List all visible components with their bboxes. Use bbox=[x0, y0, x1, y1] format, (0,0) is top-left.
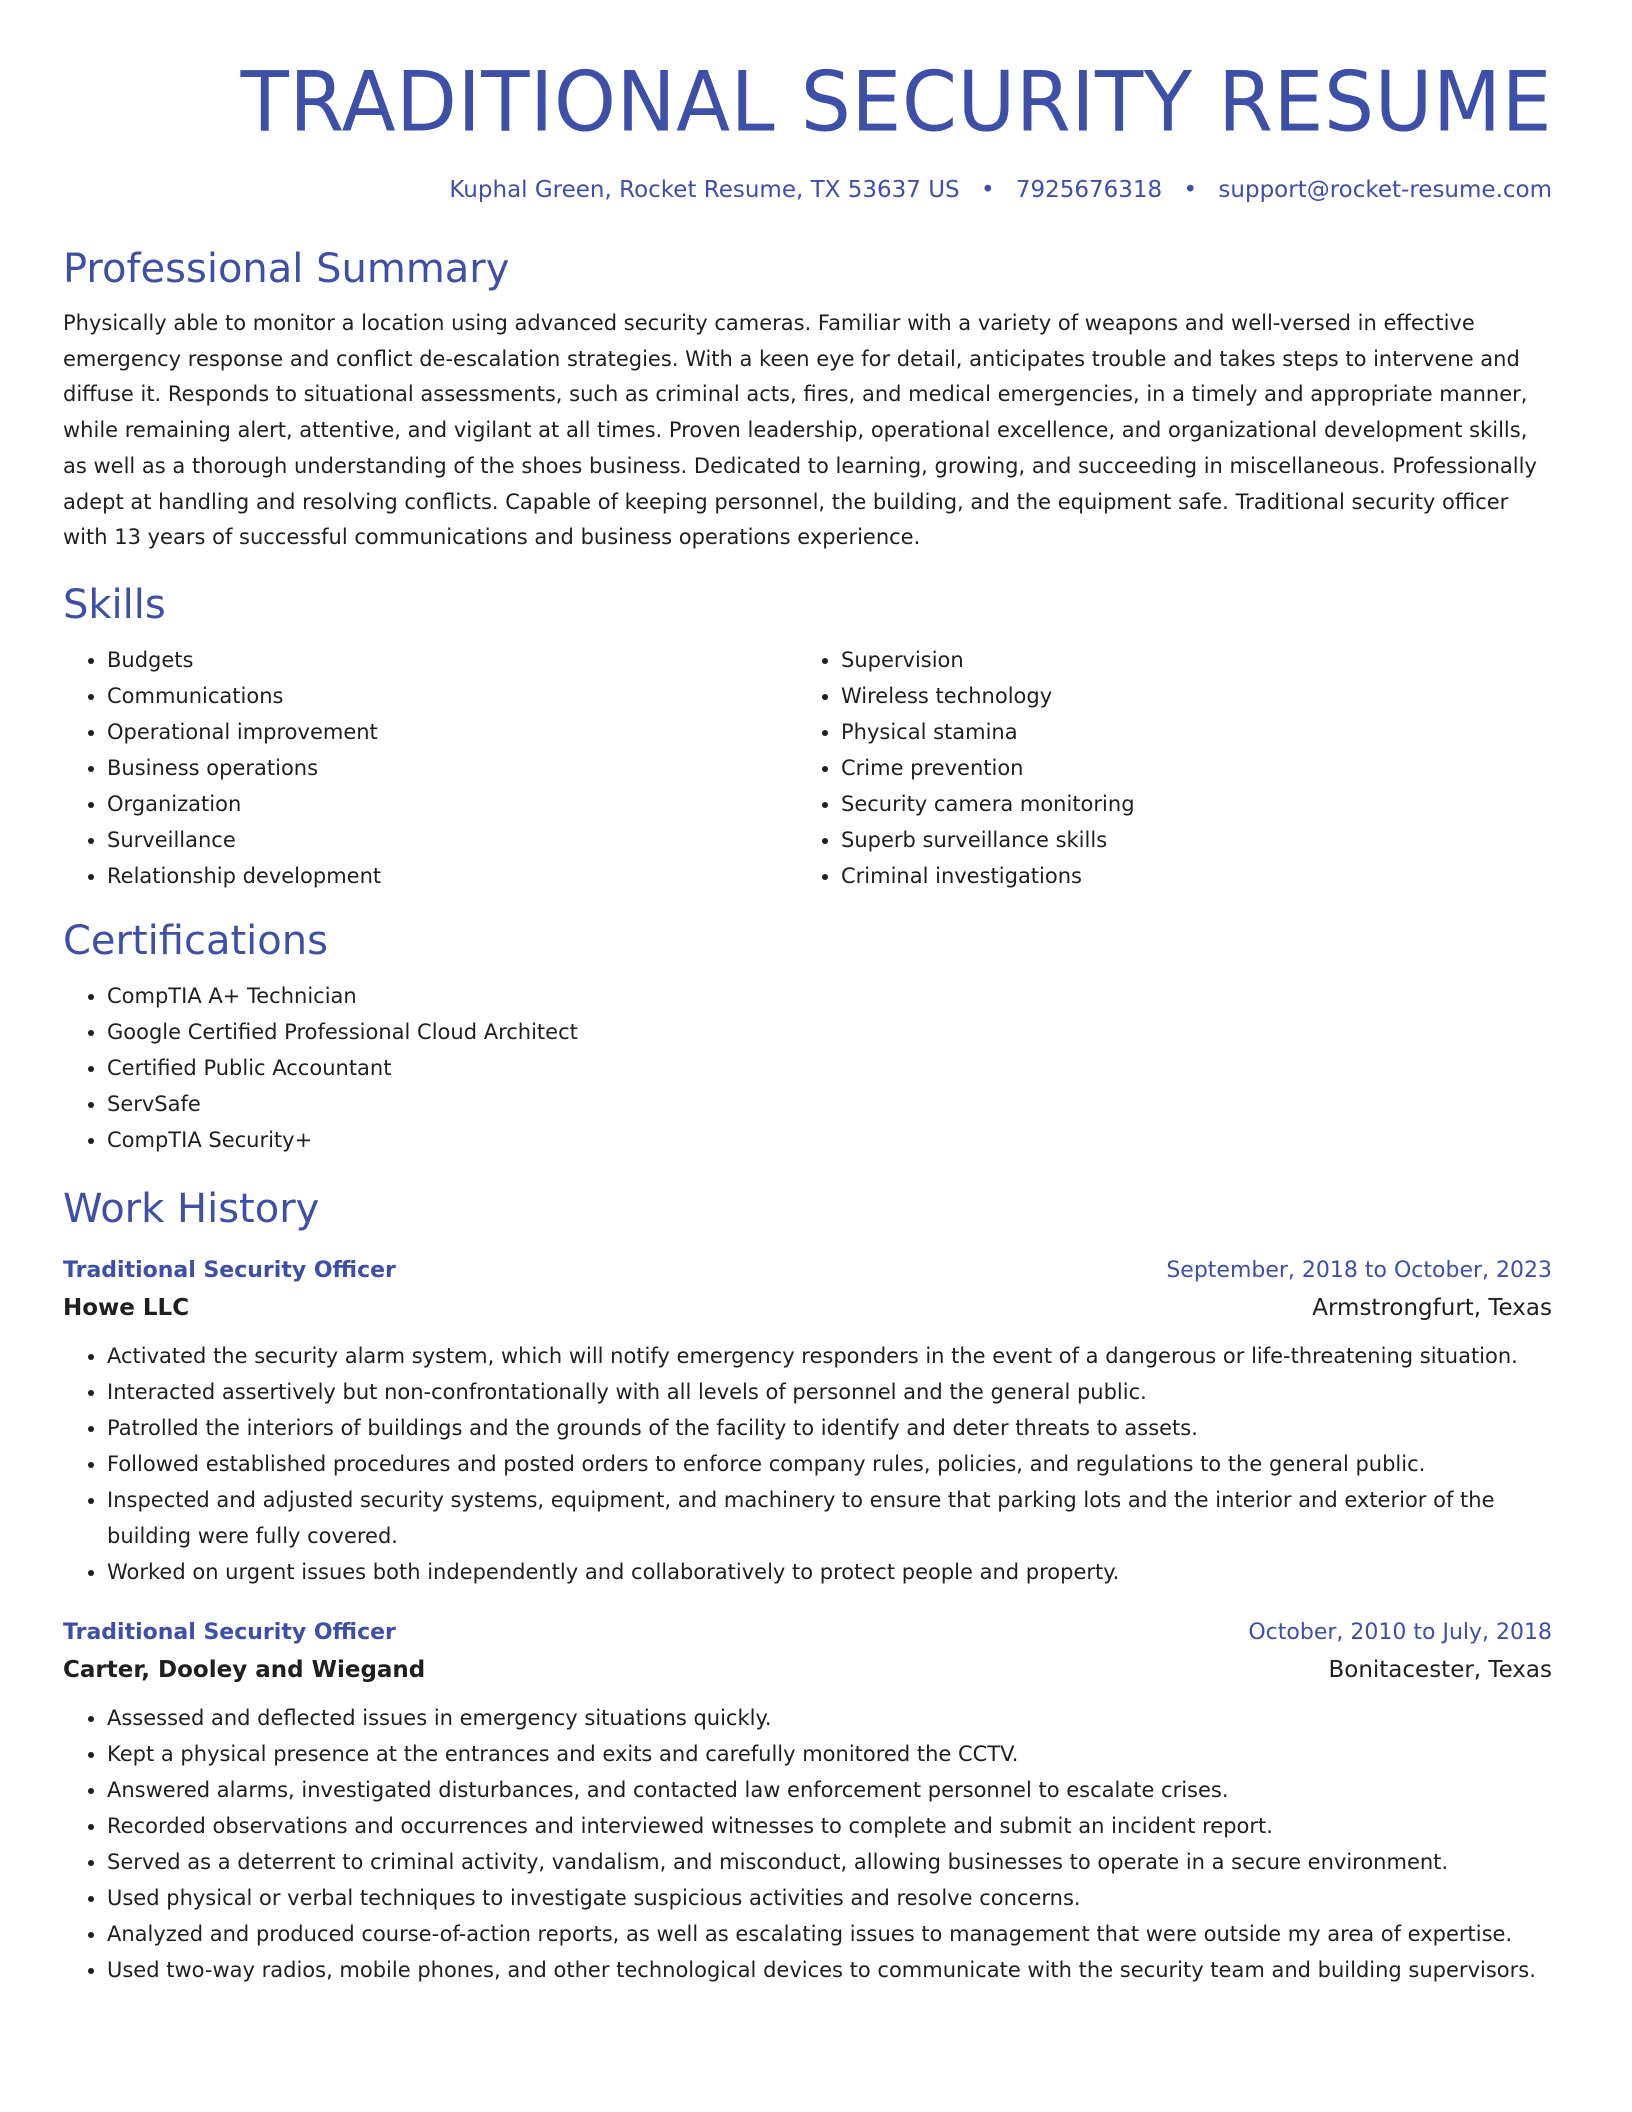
job-duty-item: • Followed established procedures and posted orders to enforce company rules, policies, and regulations to the general public. bbox=[107, 1446, 1552, 1482]
job-duty-item: • Assessed and deflected issues in emergency situations quickly. bbox=[107, 1700, 1552, 1736]
skill-item: • Surveillance bbox=[107, 822, 797, 858]
job-duty-item: • Activated the security alarm system, which will notify emergency responders in the event of a dangerous or life-threatening situation. bbox=[107, 1338, 1552, 1374]
skill-item: • Superb surveillance skills bbox=[841, 822, 1531, 858]
contact-separator: • bbox=[980, 177, 995, 203]
job-location: Armstrongfurt, Texas bbox=[1312, 1294, 1552, 1321]
skill-item: • Organization bbox=[107, 786, 797, 822]
job-entry bbox=[63, 1254, 1552, 1590]
job-duty-item: • Inspected and adjusted security systems, equipment, and machinery to ensure that parking lots and the interior and exterior of the building were fully covered. bbox=[107, 1482, 1552, 1554]
skill-item: • Criminal investigations bbox=[841, 858, 1531, 894]
skill-item: • Budgets bbox=[107, 642, 797, 678]
job-company: Howe LLC bbox=[63, 1294, 190, 1321]
job-company: Carter, Dooley and Wiegand bbox=[63, 1656, 426, 1683]
job-duty-item: • Served as a deterrent to criminal activity, vandalism, and misconduct, allowing businesses to operate in a secure environment. bbox=[107, 1844, 1552, 1880]
job-dates: September, 2018 to October, 2023 bbox=[1166, 1257, 1552, 1283]
job-location: Bonitacester, Texas bbox=[1328, 1656, 1552, 1683]
job-company-row bbox=[63, 1288, 1552, 1328]
job-title: Traditional Security Officer bbox=[63, 1619, 396, 1645]
job-duty-item: • Kept a physical presence at the entrances and exits and carefully monitored the CCTV. bbox=[107, 1736, 1552, 1772]
skill-item: • Operational improvement bbox=[107, 714, 797, 750]
job-duty-item: • Analyzed and produced course-of-action reports, as well as escalating issues to management that were outside my area of expertise. bbox=[107, 1916, 1552, 1952]
job-company-row bbox=[63, 1650, 1552, 1690]
certification-item: • Certified Public Accountant bbox=[107, 1050, 1552, 1086]
certification-item: • Google Certified Professional Cloud Architect bbox=[107, 1014, 1552, 1050]
job-duty-item: • Used physical or verbal techniques to investigate suspicious activities and resolve concerns. bbox=[107, 1880, 1552, 1916]
certification-item: • CompTIA Security+ bbox=[107, 1122, 1552, 1158]
summary-text: Physically able to monitor a location using advanced security cameras. Familiar with a variety of weapons and well-versed in effective emergency response and conflict de-escalation strategies. With a keen eye for detail, anticipates trouble and takes steps to intervene and diffuse it. Responds to situational assessments, such as criminal acts, fires, and medical emergencies, in a timely and appropriate manner, while remaining alert, attentive, and vigilant at all times. Proven leadership, operational excellence, and organizational development skills, as well as a thorough understanding of the shoes business. Dedicated to learning, growing, and succeeding in miscellaneous. Professionally adept at handling and resolving conflicts. Capable of keeping personnel, the building, and the equipment safe. Traditional security officer with 13 years of successful communications and business operations experience. bbox=[63, 311, 1537, 550]
job-duty-item: • Used two-way radios, mobile phones, and other technological devices to communicate with the security team and building supervisors. bbox=[107, 1952, 1552, 1988]
skill-item: • Relationship development bbox=[107, 858, 797, 894]
skill-item: • Crime prevention bbox=[841, 750, 1531, 786]
job-dates: October, 2010 to July, 2018 bbox=[1248, 1619, 1552, 1645]
job-duty-item: • Worked on urgent issues both independently and collaboratively to protect people and property. bbox=[107, 1554, 1552, 1590]
contact-separator: • bbox=[1183, 177, 1198, 203]
certifications-heading: Certifications bbox=[63, 917, 328, 964]
contact-email: support@rocket-resume.com bbox=[1218, 177, 1552, 203]
resume-header bbox=[63, 52, 1552, 206]
skills-heading: Skills bbox=[63, 581, 166, 628]
certification-item: • ServSafe bbox=[107, 1086, 1552, 1122]
contact-line bbox=[63, 174, 1552, 206]
skill-item: • Security camera monitoring bbox=[841, 786, 1531, 822]
job-duties-list bbox=[63, 1700, 1552, 1988]
job-duties-list bbox=[63, 1338, 1552, 1590]
job-duty-item: • Answered alarms, investigated disturbances, and contacted law enforcement personnel to escalate crises. bbox=[107, 1772, 1552, 1808]
skill-item: • Wireless technology bbox=[841, 678, 1531, 714]
job-entry bbox=[63, 1616, 1552, 1988]
contact-phone: 7925676318 bbox=[1015, 177, 1163, 203]
skills-list-right bbox=[797, 642, 1531, 894]
skills-list-left bbox=[63, 642, 797, 894]
skill-item: • Business operations bbox=[107, 750, 797, 786]
skills-grid bbox=[63, 630, 1552, 894]
summary-heading: Professional Summary bbox=[63, 246, 510, 292]
job-header-row bbox=[63, 1616, 1552, 1650]
certification-item: • CompTIA A+ Technician bbox=[107, 978, 1552, 1014]
resume-title: TRADITIONAL SECURITY RESUME bbox=[240, 53, 1552, 151]
skill-item: • Communications bbox=[107, 678, 797, 714]
job-title: Traditional Security Officer bbox=[63, 1257, 396, 1283]
job-duty-item: • Recorded observations and occurrences and interviewed witnesses to complete and submit an incident report. bbox=[107, 1808, 1552, 1844]
contact-address: Kuphal Green, Rocket Resume, TX 53637 US bbox=[449, 177, 960, 203]
skill-item: • Physical stamina bbox=[841, 714, 1531, 750]
job-header-row bbox=[63, 1254, 1552, 1288]
work-history-heading: Work History bbox=[63, 1185, 320, 1232]
job-duty-item: • Interacted assertively but non-confrontationally with all levels of personnel and the general public. bbox=[107, 1374, 1552, 1410]
certifications-list bbox=[63, 978, 1552, 1158]
skill-item: • Supervision bbox=[841, 642, 1531, 678]
job-duty-item: • Patrolled the interiors of buildings and the grounds of the facility to identify and deter threats to assets. bbox=[107, 1410, 1552, 1446]
